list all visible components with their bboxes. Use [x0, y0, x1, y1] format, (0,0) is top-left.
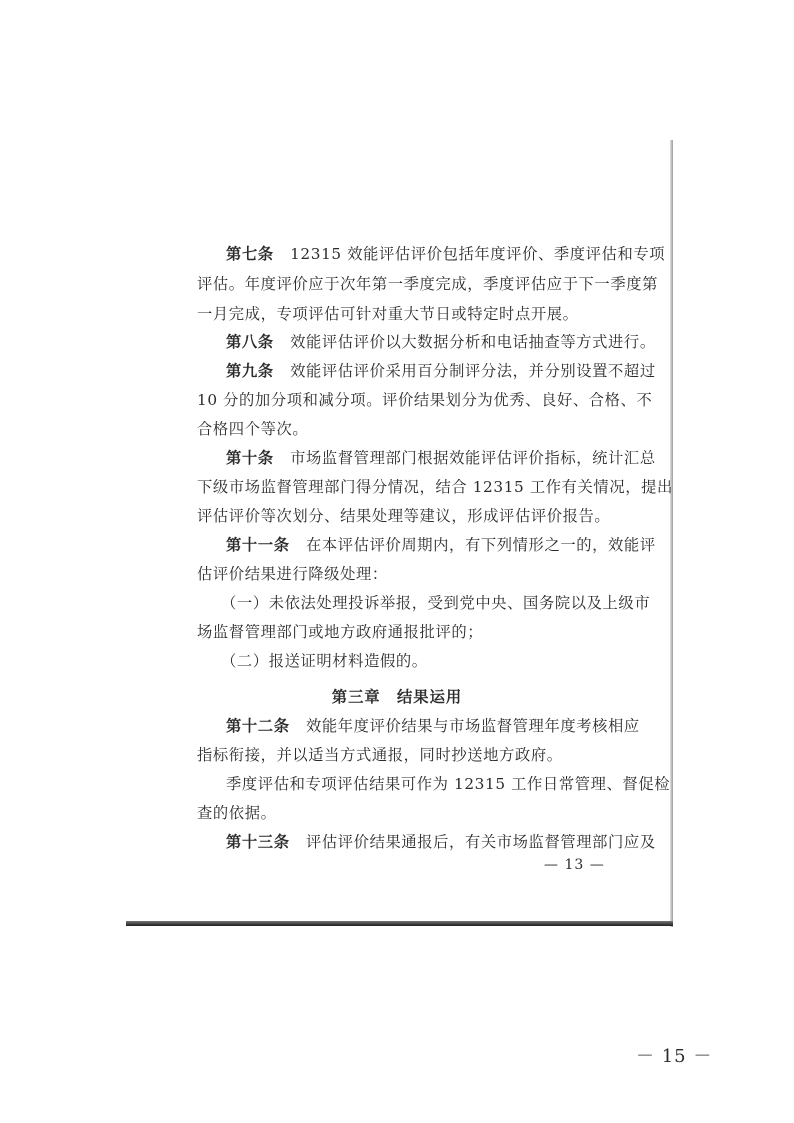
article12-line1: [226, 716, 640, 736]
article11-line1: [226, 535, 656, 555]
article9-line1: [226, 361, 656, 381]
article12-label: 第十二条: [226, 717, 290, 735]
article9-line2: 10 分的加分项和减分项。评价结果划分为优秀、良好、合格、不: [197, 391, 653, 409]
chapter3-title: 第三章 结果运用: [331, 688, 463, 706]
article12-para2-line2: 查的依据。: [197, 804, 277, 822]
article8-label: 第八条: [226, 333, 274, 351]
article12-line2: 指标衔接，并以适当方式通报，同时抄送地方政府。: [197, 746, 563, 764]
article12-para2-line1: 季度评估和专项评估结果可作为 12315 工作日常管理、督促检: [226, 775, 671, 793]
article11-label: 第十一条: [226, 536, 290, 554]
article11-item1-line2: 场监督管理部门或地方政府通报批评的；: [197, 623, 484, 641]
article7-text: 12315 效能评估评价包括年度评价、季度评估和专项: [290, 245, 666, 263]
article10-label: 第十条: [226, 449, 274, 467]
article7-label: 第七条: [226, 245, 274, 263]
scan-right-edge: [670, 140, 673, 927]
scan-bottom-edge: [126, 921, 673, 926]
article13-text: 评估评价结果通报后，有关市场监督管理部门应及: [305, 833, 656, 851]
article10-line2: 下级市场监督管理部门得分情况，结合 12315 工作有关情况，提出: [197, 478, 673, 496]
article13-line1: [226, 832, 656, 852]
article12-text: 效能年度评价结果与市场监督管理年度考核相应: [305, 717, 640, 735]
article10-line3: 评估评价等次划分、结果处理等建议，形成评估评价报告。: [197, 507, 611, 525]
inner-page-number: — 13 —: [544, 857, 605, 873]
article11-item2-line1: （二）报送证明材料造假的。: [221, 652, 428, 670]
article9-text: 效能评估评价采用百分制评分法，并分别设置不超过: [290, 362, 656, 380]
article7-line2: 评估。年度评价应于次年第一季度完成，季度评估应于下一季度第: [197, 275, 659, 293]
article11-text: 在本评估评价周期内，有下列情形之一的，效能评: [305, 536, 656, 554]
article10-text: 市场监督管理部门根据效能评估评价指标，统计汇总: [290, 449, 656, 467]
article10-line1: [226, 448, 656, 468]
article11-item1-line1: （一）未依法处理投诉举报，受到党中央、国务院以及上级市: [221, 594, 651, 612]
outer-page-number: － 15 －: [636, 1046, 713, 1067]
article7-line1: [226, 244, 665, 264]
article7-line3: 一月完成，专项评估可针对重大节日或特定时点开展。: [197, 305, 579, 323]
article8-text: 效能评估评价以大数据分析和电话抽查等方式进行。: [290, 333, 656, 351]
article9-line3: 合格四个等次。: [197, 420, 309, 438]
article13-label: 第十三条: [226, 833, 290, 851]
article8-line1: [226, 332, 656, 352]
article9-label: 第九条: [226, 362, 274, 380]
article11-line2: 估评价结果进行降级处理：: [197, 565, 388, 583]
